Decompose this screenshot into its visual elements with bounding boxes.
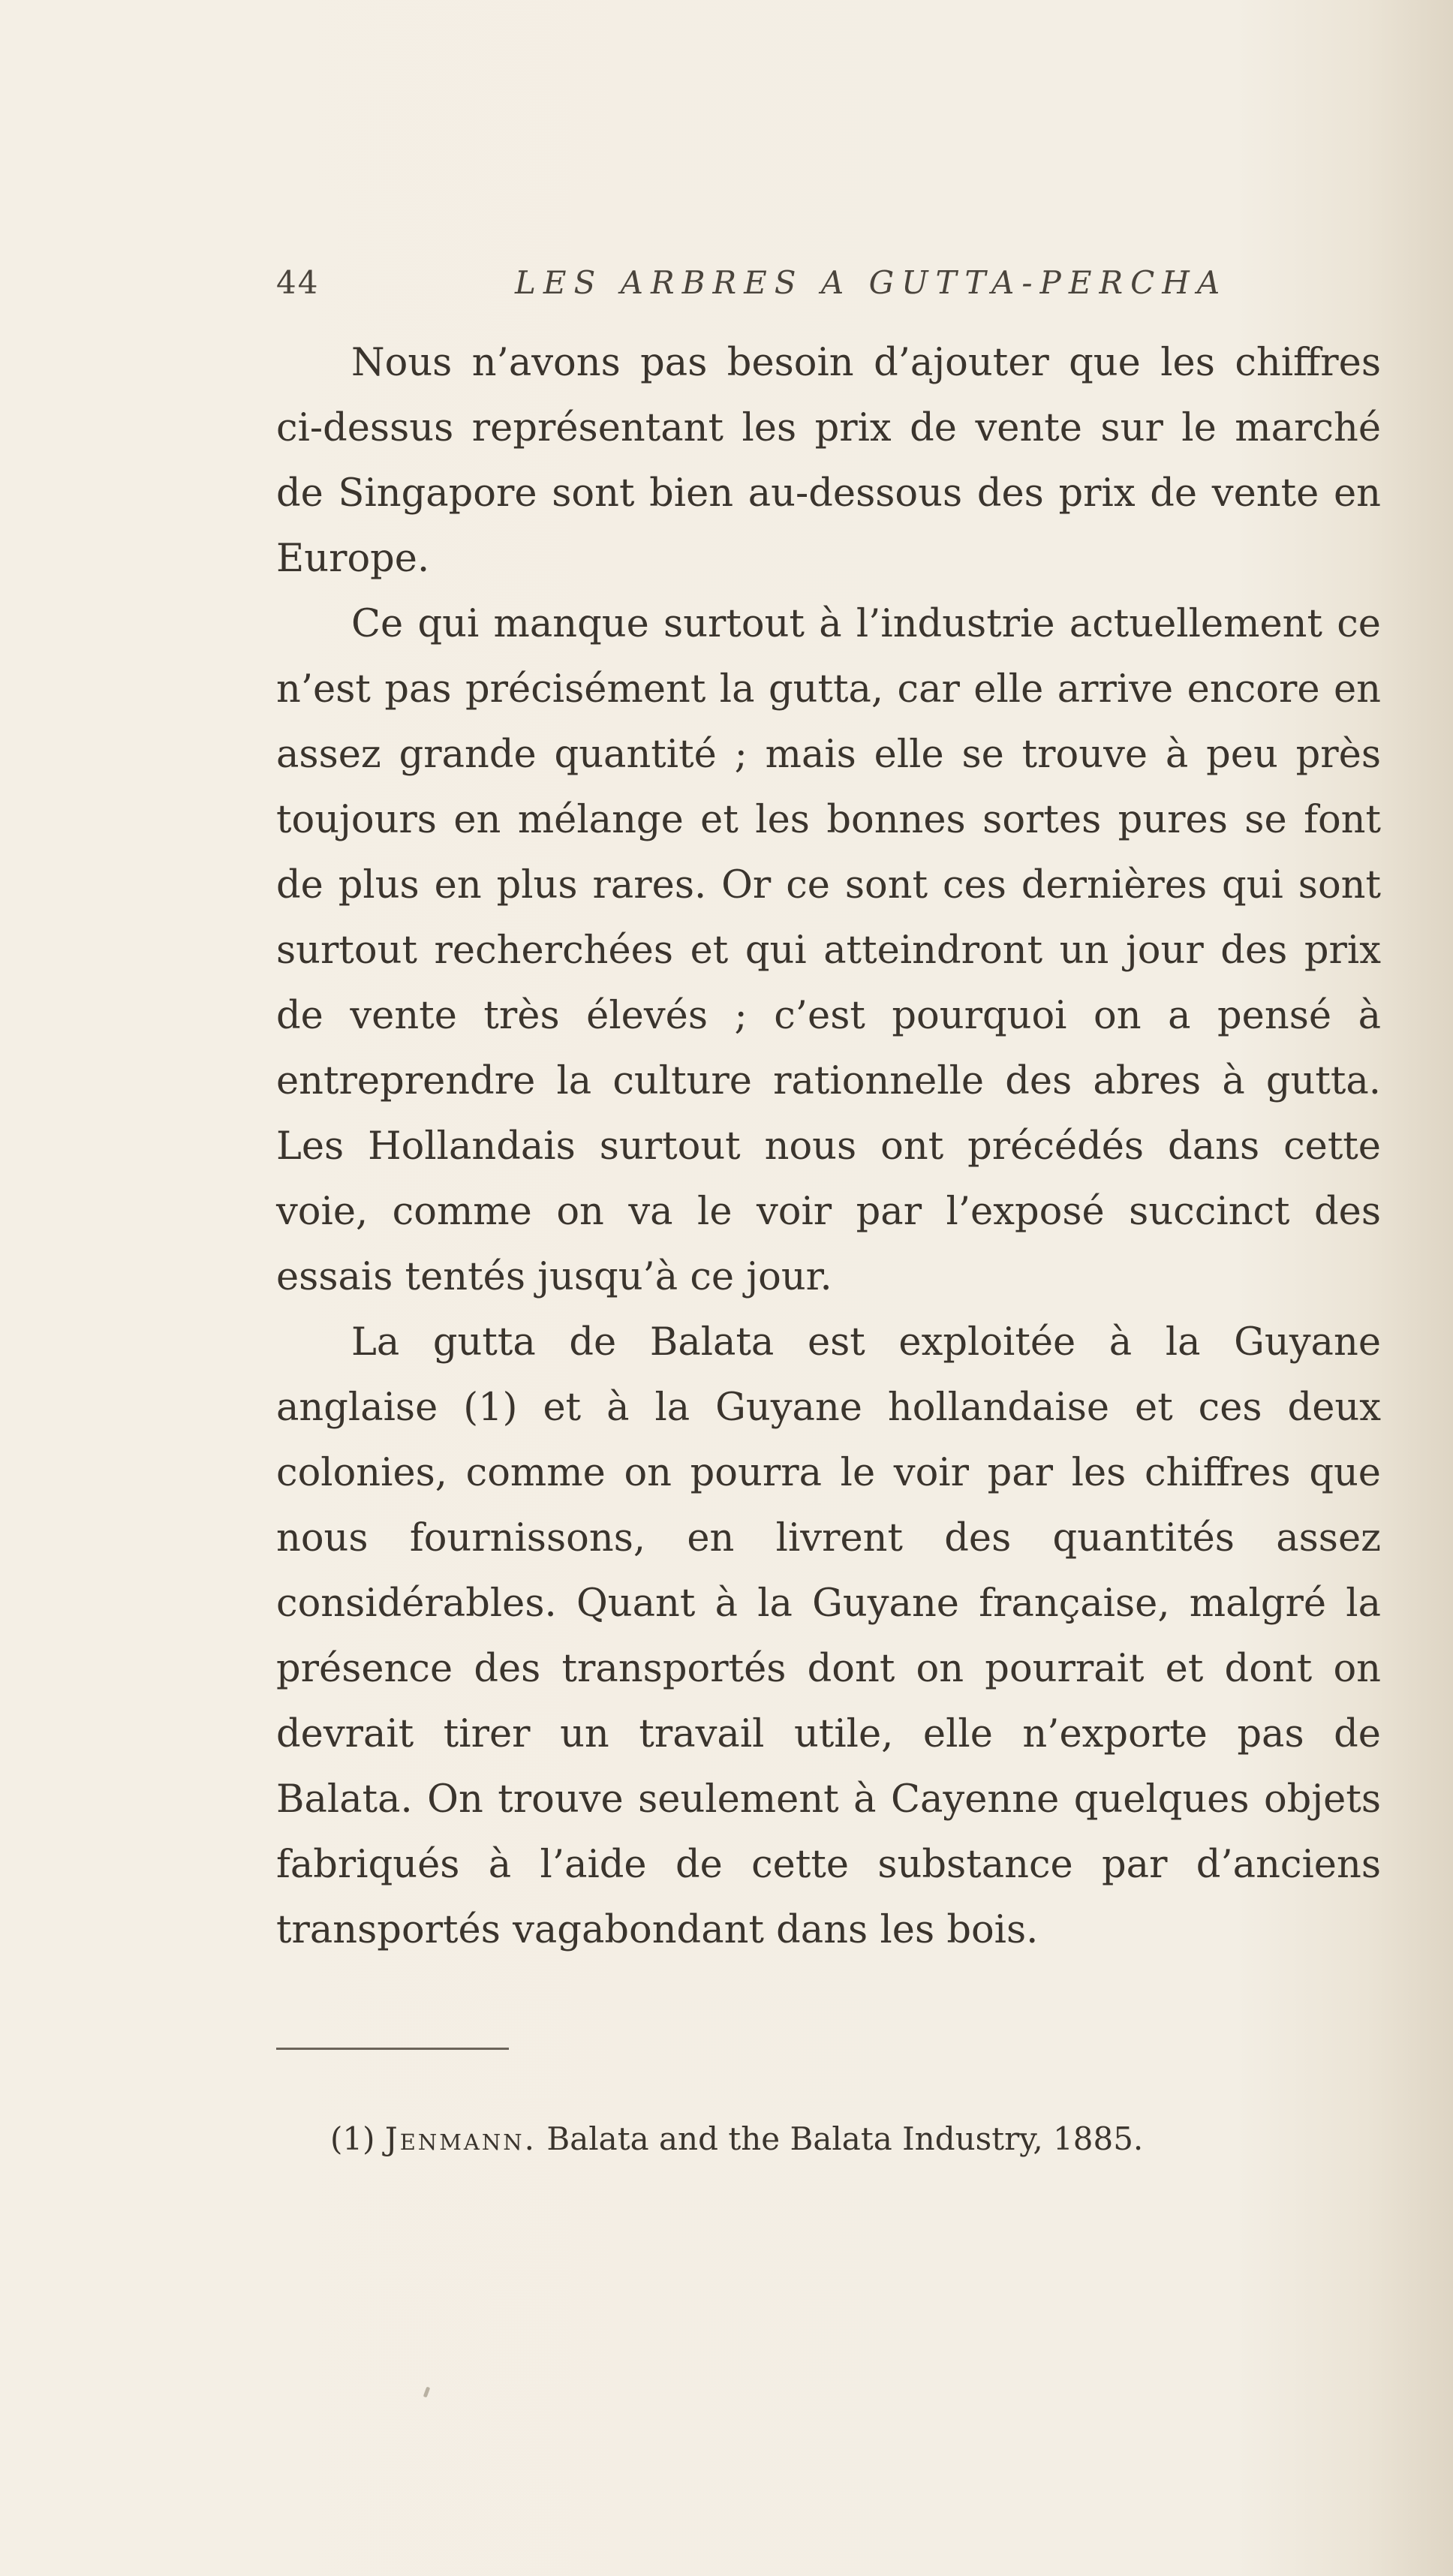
footnote (330, 2117, 1396, 2162)
paragraph-1: Nous n’avons pas besoin d’ajouter que les chiffres ci-dessus représentant les prix de vente sur le marché de Singapore sont bien au-dessous des prix de vente en Europe. (276, 341, 1381, 581)
footnote-text: Balata and the Balata Industry, 1885. (546, 2120, 1144, 2157)
page-number: 44 (276, 264, 320, 301)
running-title: LES ARBRES A GUTTA-PERCHA (515, 264, 1228, 301)
body-text (276, 330, 1381, 1963)
footnote-divider (276, 2048, 509, 2050)
paper-speck (423, 2387, 430, 2398)
paragraph-3: La gutta de Balata est exploitée à la Guyane anglaise (1) et à la Guyane hollandaise et ces deux colonies, comme on pourra le voir par les chiffres que nous fournissons, en livrent des quantités assez considérables. Quant à la Guyane française, malgré la présence des transportés dont on pourrait et dont on devrait tirer un travail utile, elle n’exporte pas de Balata. On trouve seulement à Cayenne quelques objets fabriqués à l’aide de cette substance par d’anciens transportés vagabondant dans les bois. (276, 1320, 1381, 1952)
footnote-marker: (1) (330, 2120, 375, 2157)
running-header (276, 264, 1387, 309)
footnote-author: Jenmann. (384, 2120, 537, 2157)
paragraph-2: Ce qui manque surtout à l’industrie actuellement ce n’est pas précisément la gutta, car elle arrive encore en assez grande quantité ; mais elle se trouve à peu près toujours en mélange et les bonnes sortes pures se font de plus en plus rares. Or ce sont ces dernières qui sont surtout recherchées et qui atteindront un jour des prix de vente très élevés ; c’est pourquoi on a pensé à entreprendre la culture rationnelle des abres à gutta. Les Hollandais surtout nous ont précédés dans cette voie, comme on va le voir par l’exposé succinct des essais tentés jusqu’à ce jour. (276, 602, 1381, 1299)
